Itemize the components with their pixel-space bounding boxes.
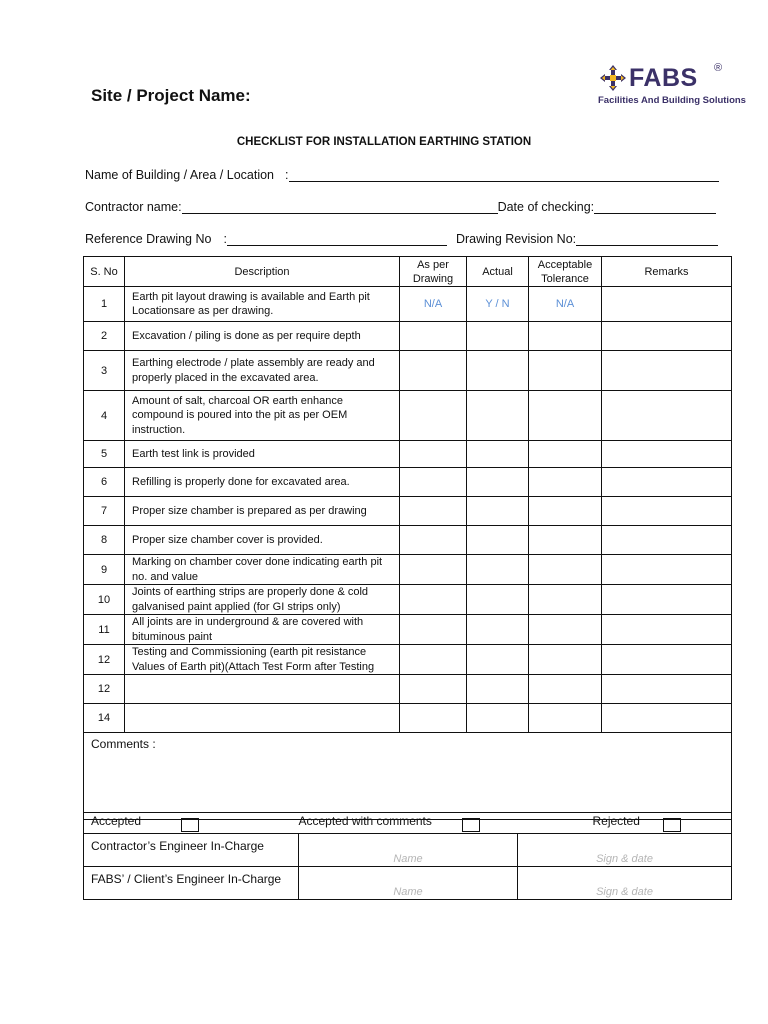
table-row	[84, 585, 732, 615]
row-description	[125, 675, 400, 704]
reference-drawing-input[interactable]	[227, 232, 447, 246]
row-actual[interactable]	[467, 645, 529, 675]
table-row	[84, 441, 732, 468]
drawing-revision-label: Drawing Revision No:	[455, 232, 577, 246]
row-tolerance[interactable]	[529, 322, 602, 351]
row-description: Proper size chamber cover is provided.	[125, 526, 400, 555]
row-remarks[interactable]	[602, 555, 732, 585]
table-row	[84, 555, 732, 585]
row-remarks[interactable]	[602, 675, 732, 704]
table-row	[84, 322, 732, 351]
row-as-per-drawing[interactable]	[400, 441, 467, 468]
contractor-name-input[interactable]	[182, 200, 498, 214]
row-description: Marking on chamber cover done indicating earth pit no. and value	[125, 555, 400, 585]
row-remarks[interactable]	[602, 441, 732, 468]
contractor-engineer-sign-field[interactable]	[518, 834, 732, 867]
accepted-label: Accepted	[91, 814, 142, 828]
row-actual[interactable]	[467, 585, 529, 615]
rejected-checkbox[interactable]	[663, 818, 681, 832]
table-row	[84, 497, 732, 526]
comments-label: Comments :	[91, 737, 156, 751]
rejected-label: Rejected	[592, 814, 640, 828]
row-description: Earthing electrode / plate assembly are ready and properly placed in the excavated area.	[125, 351, 400, 391]
client-sign-hint: Sign & date	[596, 886, 653, 898]
contractor-sign-hint: Sign & date	[596, 853, 653, 865]
row-actual[interactable]	[467, 555, 529, 585]
row-description: Testing and Commissioning (earth pit resistance Values of Earth pit)(Attach Test Form after Testing	[125, 645, 400, 675]
row-description: Proper size chamber is prepared as per drawing	[125, 497, 400, 526]
row-sno: 11	[84, 615, 125, 645]
header-sno: S. No	[84, 257, 125, 287]
row-sno: 5	[84, 441, 125, 468]
reference-drawing-label: Reference Drawing No	[85, 232, 212, 246]
header-actual: Actual	[467, 257, 529, 287]
row-tolerance[interactable]	[529, 497, 602, 526]
document-title: CHECKLIST FOR INSTALLATION EARTHING STATION	[236, 136, 532, 148]
table-header-row	[84, 257, 732, 287]
row-remarks[interactable]	[602, 322, 732, 351]
row-description: Refilling is properly done for excavated area.	[125, 468, 400, 497]
contractor-engineer-row	[84, 834, 732, 867]
accepted-option	[84, 813, 299, 834]
contractor-name-hint: Name	[393, 853, 423, 865]
table-row	[84, 351, 732, 391]
row-description: All joints are in underground & are covered with bituminous paint	[125, 615, 400, 645]
row-sno: 10	[84, 585, 125, 615]
row-tolerance[interactable]	[529, 645, 602, 675]
reference-drawing-field	[85, 232, 718, 246]
row-as-per-drawing[interactable]	[400, 468, 467, 497]
header-as-per-drawing-line1: As per	[417, 258, 449, 271]
client-engineer-sign-field[interactable]	[518, 867, 732, 900]
row-tolerance[interactable]	[529, 351, 602, 391]
row-actual[interactable]	[467, 468, 529, 497]
decision-row	[84, 813, 732, 834]
drawing-revision-input[interactable]	[576, 232, 718, 246]
building-location-field	[85, 168, 719, 182]
row-remarks[interactable]	[602, 497, 732, 526]
header-as-per-drawing-line2: Drawing	[412, 272, 454, 285]
row-as-per-drawing[interactable]	[400, 645, 467, 675]
table-row	[84, 468, 732, 497]
row-sno: 1	[84, 287, 125, 322]
contractor-engineer-label: Contractor’s Engineer In-Charge	[84, 834, 299, 867]
logo-wordmark: FABS	[629, 64, 698, 92]
building-location-colon: :	[285, 168, 289, 182]
row-as-per-drawing[interactable]	[400, 497, 467, 526]
row-as-per-drawing[interactable]	[400, 526, 467, 555]
row-actual[interactable]	[467, 391, 529, 441]
accepted-with-comments-checkbox[interactable]	[462, 818, 480, 832]
row-tolerance[interactable]	[529, 555, 602, 585]
row-tolerance[interactable]	[529, 526, 602, 555]
row-description: Amount of salt, charcoal OR earth enhance compound is poured into the pit as per OEM instruction.	[125, 391, 400, 441]
client-engineer-row	[84, 867, 732, 900]
row-tolerance[interactable]	[529, 615, 602, 645]
row-sno: 8	[84, 526, 125, 555]
row-as-per-drawing[interactable]	[400, 704, 467, 733]
signoff-table	[83, 812, 732, 900]
row-tolerance[interactable]	[529, 468, 602, 497]
comments-row	[84, 733, 732, 820]
row-description: Earth pit layout drawing is available and Earth pit Locationsare as per drawing.	[125, 287, 400, 322]
reference-drawing-colon: :	[223, 232, 227, 246]
building-location-label: Name of Building / Area / Location	[85, 168, 275, 182]
header-as-per-drawing	[400, 257, 467, 287]
row-sno: 12	[84, 645, 125, 675]
row-description: Earth test link is provided	[125, 441, 400, 468]
row-sno: 6	[84, 468, 125, 497]
row-actual[interactable]	[467, 675, 529, 704]
header-description: Description	[125, 257, 400, 287]
row-description	[125, 704, 400, 733]
row-as-per-drawing[interactable]	[400, 391, 467, 441]
comments-box[interactable]	[84, 733, 732, 820]
cross-arrows-icon	[600, 65, 626, 91]
row-tolerance[interactable]	[529, 441, 602, 468]
contractor-name-field	[85, 200, 716, 214]
contractor-engineer-name-field[interactable]	[299, 834, 518, 867]
date-of-checking-input[interactable]	[594, 200, 716, 214]
header-remarks: Remarks	[602, 257, 732, 287]
table-row	[84, 645, 732, 675]
accepted-checkbox[interactable]	[181, 818, 199, 832]
row-remarks[interactable]	[602, 645, 732, 675]
row-actual[interactable]	[467, 322, 529, 351]
row-actual[interactable]	[467, 704, 529, 733]
registered-mark: ®	[714, 62, 723, 74]
accepted-with-comments-option	[299, 813, 518, 834]
row-as-per-drawing[interactable]: N/A	[400, 287, 467, 322]
table-row	[84, 704, 732, 733]
row-remarks[interactable]	[602, 391, 732, 441]
row-as-per-drawing[interactable]	[400, 351, 467, 391]
checklist-table	[83, 256, 732, 820]
fabs-logo	[598, 62, 746, 108]
row-tolerance[interactable]	[529, 585, 602, 615]
client-engineer-label: FABS’ / Client’s Engineer In-Charge	[84, 867, 299, 900]
accepted-with-comments-label: Accepted with comments	[298, 814, 432, 828]
row-tolerance[interactable]	[529, 704, 602, 733]
contractor-name-label: Contractor name:	[85, 200, 182, 214]
row-as-per-drawing[interactable]	[400, 555, 467, 585]
row-actual[interactable]	[467, 615, 529, 645]
header-tolerance-line2: Tolerance	[541, 272, 589, 285]
row-as-per-drawing[interactable]	[400, 675, 467, 704]
row-actual[interactable]	[467, 497, 529, 526]
row-description: Excavation / piling is done as per require depth	[125, 322, 400, 351]
table-row	[84, 615, 732, 645]
row-actual[interactable]	[467, 526, 529, 555]
row-as-per-drawing[interactable]	[400, 322, 467, 351]
row-sno: 2	[84, 322, 125, 351]
row-sno: 9	[84, 555, 125, 585]
row-remarks[interactable]	[602, 468, 732, 497]
logo-tagline: Facilities And Building Solutions	[598, 95, 746, 106]
row-sno: 4	[84, 391, 125, 441]
row-sno: 7	[84, 497, 125, 526]
client-name-hint: Name	[393, 886, 423, 898]
table-row	[84, 391, 732, 441]
rejected-option	[518, 813, 732, 834]
row-as-per-drawing[interactable]	[400, 585, 467, 615]
header-tolerance	[529, 257, 602, 287]
row-remarks[interactable]	[602, 526, 732, 555]
client-engineer-name-field[interactable]	[299, 867, 518, 900]
row-tolerance[interactable]: N/A	[529, 287, 602, 322]
row-remarks[interactable]	[602, 351, 732, 391]
row-remarks[interactable]	[602, 287, 732, 322]
row-tolerance[interactable]	[529, 675, 602, 704]
row-sno: 12	[84, 675, 125, 704]
table-row	[84, 526, 732, 555]
row-remarks[interactable]	[602, 615, 732, 645]
table-row	[84, 675, 732, 704]
row-actual[interactable]	[467, 441, 529, 468]
table-row	[84, 287, 732, 322]
header-tolerance-line1: Acceptable	[537, 258, 593, 271]
row-as-per-drawing[interactable]	[400, 615, 467, 645]
row-remarks[interactable]	[602, 704, 732, 733]
row-sno: 3	[84, 351, 125, 391]
site-project-name-label: Site / Project Name:	[91, 86, 251, 105]
row-actual[interactable]	[467, 351, 529, 391]
row-remarks[interactable]	[602, 585, 732, 615]
row-actual[interactable]: Y / N	[467, 287, 529, 322]
row-sno: 14	[84, 704, 125, 733]
building-location-input[interactable]	[289, 168, 719, 182]
date-of-checking-label: Date of checking:	[497, 200, 595, 214]
row-description: Joints of earthing strips are properly done & cold galvanised paint applied (for GI strips only)	[125, 585, 400, 615]
row-tolerance[interactable]	[529, 391, 602, 441]
